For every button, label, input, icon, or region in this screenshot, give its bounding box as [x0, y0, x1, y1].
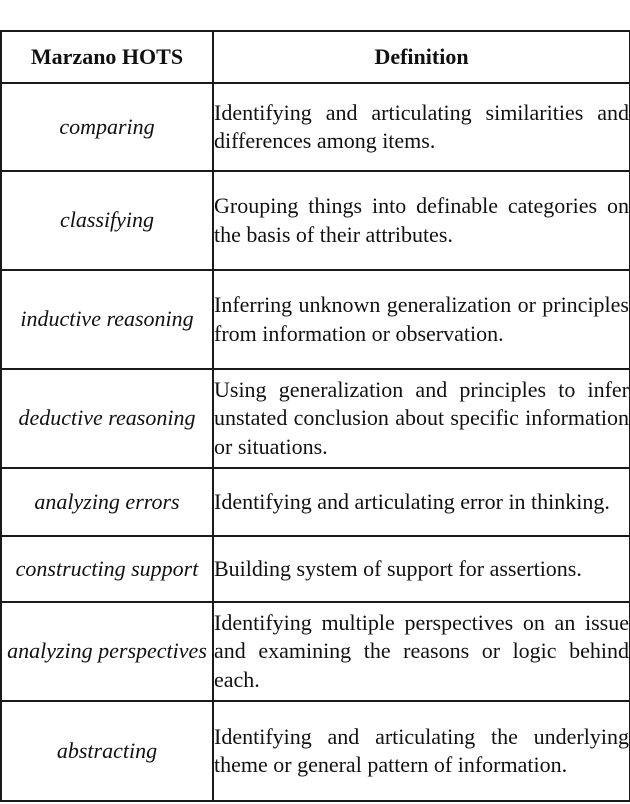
hots-term: analyzing errors: [1, 468, 213, 536]
table-row: [1, 602, 630, 701]
hots-definition: Inferring unknown generalization or principles from information or observation.: [213, 270, 630, 369]
table-row: [1, 536, 630, 602]
hots-definition: Identifying and articulating the underlying theme or general pattern of information.: [213, 701, 630, 801]
table-row: [1, 369, 630, 468]
hots-term: constructing support: [1, 536, 213, 602]
column-header-definition: Definition: [213, 31, 630, 83]
hots-term: inductive reasoning: [1, 270, 213, 369]
hots-term: comparing: [1, 83, 213, 171]
hots-term: abstracting: [1, 701, 213, 801]
table-row: [1, 171, 630, 270]
hots-definition: Grouping things into definable categories on the basis of their attributes.: [213, 171, 630, 270]
hots-table: [0, 30, 630, 802]
hots-definition: Identifying and articulating error in thinking.: [213, 468, 630, 536]
column-header-hots: Marzano HOTS: [1, 31, 213, 83]
hots-term: deductive reasoning: [1, 369, 213, 468]
hots-definition: Using generalization and principles to infer unstated conclusion about specific information or situations.: [213, 369, 630, 468]
hots-definition: Building system of support for assertions.: [213, 536, 630, 602]
table-row: [1, 83, 630, 171]
hots-definition: Identifying and articulating similarities and differences among items.: [213, 83, 630, 171]
hots-term: classifying: [1, 171, 213, 270]
table-row: [1, 270, 630, 369]
table-row: [1, 468, 630, 536]
hots-term: analyzing perspectives: [1, 602, 213, 701]
hots-definition: Identifying multiple perspectives on an issue and examining the reasons or logic behind each.: [213, 602, 630, 701]
table-row: [1, 701, 630, 801]
header-row: [1, 31, 630, 83]
